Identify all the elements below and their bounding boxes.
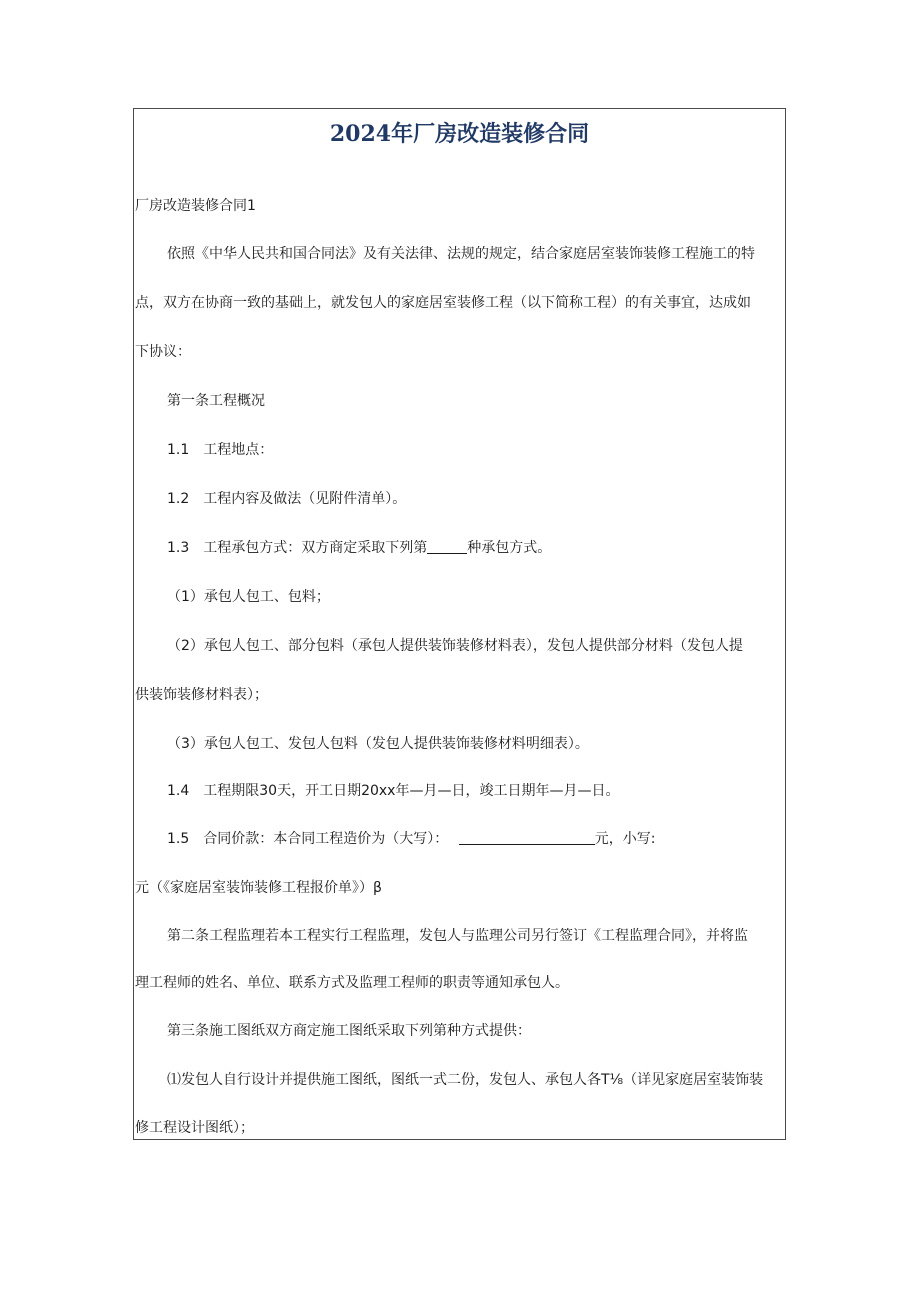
item-1-3-text: 1.3 工程承包方式：双方商定采取下列第: [167, 540, 428, 556]
item-1-5-text: 1.5 合同价款：本合同工程造价为（大写）：: [167, 831, 449, 847]
contract-method-blank: [427, 539, 467, 554]
article-1-heading: 第一条工程概况: [167, 393, 265, 409]
intro-line-3: 下协议：: [135, 344, 191, 360]
option-2-line-1: （2）承包人包工、部分包料（承包人提供装饰装修材料表），发包人提供部分材料（发包人提: [167, 638, 743, 654]
contract-subtitle: 厂房改造装修合同1: [135, 198, 256, 214]
item-1-1: 1.1 工程地点：: [167, 442, 274, 458]
article-3-item-1-line-2: 修工程设计图纸）；: [135, 1120, 254, 1136]
item-1-4: 1.4 工程期限30天，开工日期20xx年—月—日，竣工日期年—月—日。: [167, 783, 620, 799]
contract-price-blank: [459, 830, 595, 845]
option-1: （1）承包人包工、包料；: [167, 589, 330, 605]
option-2-line-2: 供装饰装修材料表）；: [135, 687, 268, 703]
intro-line-2: 点，双方在协商一致的基础上，就发包人的家庭居室装修工程（以下简称工程）的有关事宜，达成如: [135, 295, 751, 311]
item-1-5-line-2: 元（《家庭居室装饰装修工程报价单》）β: [135, 880, 382, 896]
article-2-line-1: 第二条工程监理若本工程实行工程监理，发包人与监理公司另行签订《工程监理合同》，并将监: [167, 928, 748, 944]
intro-line-1: 依照《中华人民共和国合同法》及有关法律、法规的规定，结合家庭居室装饰装修工程施工的特: [167, 246, 755, 262]
item-1-3-suffix: 种承包方式。: [467, 540, 552, 556]
article-3-heading: 第三条施工图纸双方商定施工图纸采取下列第种方式提供：: [167, 1023, 531, 1039]
item-1-3: [135, 538, 785, 558]
article-2-line-2: 理工程师的姓名、单位、联系方式及监理工程师的职责等通知承包人。: [135, 975, 569, 991]
document-title: 2024年厂房改造装修合同: [329, 121, 590, 147]
item-1-2: 1.2 工程内容及做法（见附件清单）。: [167, 491, 407, 507]
option-3: （3）承包人包工、发包人包料（发包人提供装饰装修材料明细表）。: [167, 736, 589, 752]
item-1-5: [135, 829, 785, 849]
article-3-item-1-line-1: ⑴发包人自行设计并提供施工图纸，图纸一式二份，发包人、承包人各T⅛（详见家庭居室装饰装: [167, 1072, 764, 1088]
item-1-5-suffix: 元，小写:: [594, 831, 656, 847]
